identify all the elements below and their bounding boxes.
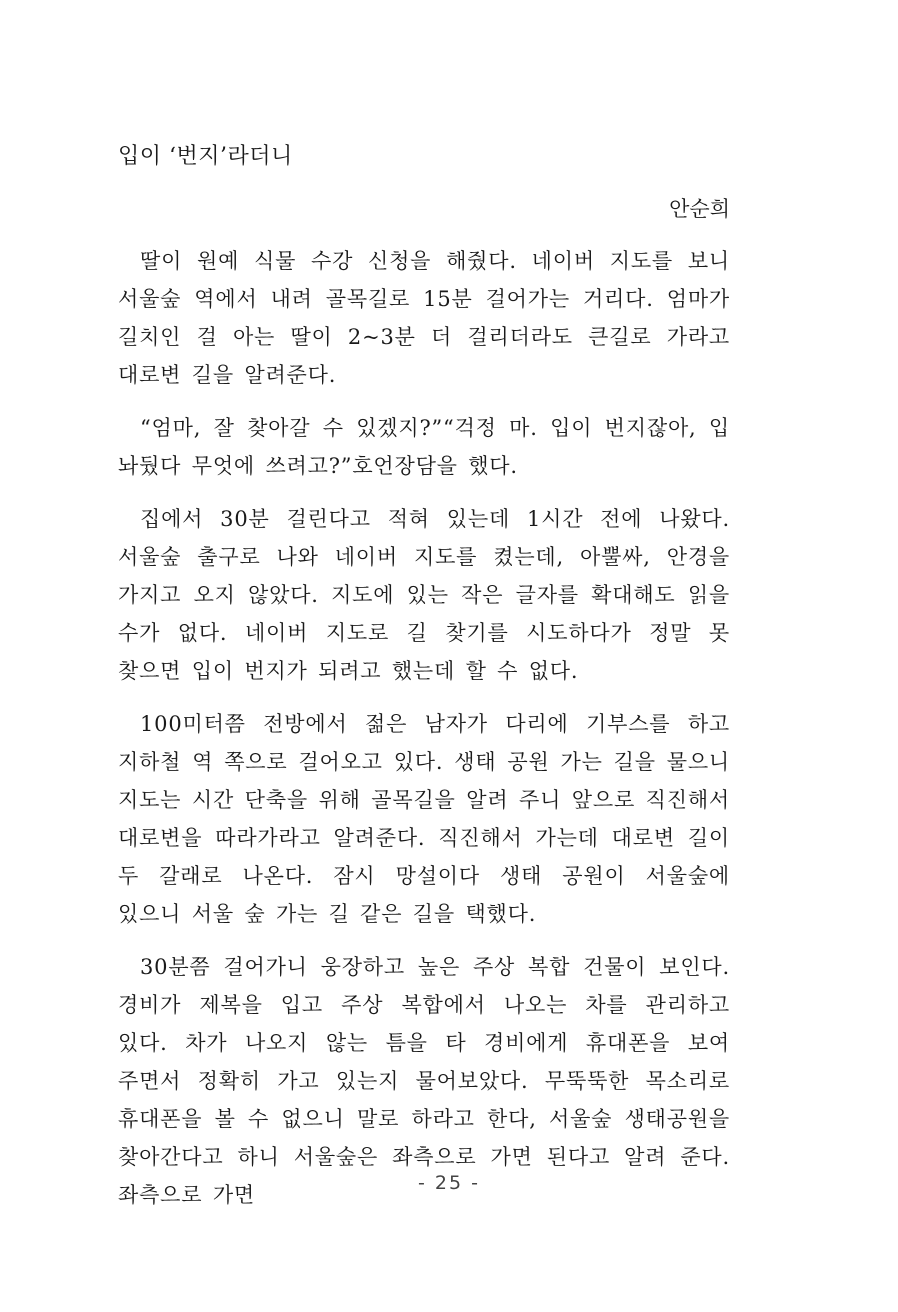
paragraph: “엄마, 잘 찾아갈 수 있겠지?”“걱정 마. 입이 번지잖아, 입 놔뒀다 무엇에 쓰려고?”호언장담을 했다.: [118, 416, 730, 478]
paragraph: 30분쯤 걸어가니 웅장하고 높은 주상 복합 건물이 보인다. 경비가 제복을 입고 주상 복합에서 나오는 차를 관리하고 있다. 차가 나오지 않는 틈을 타 경비에게 휴대폰을 보여 주면서 정확히 가고 있는지 물어보았다. 무뚝뚝한 목소리로 휴대폰을 볼 수 없으니 말로 하라고 한다, 서울숲 생태공원을 찾아간다고 하니 서울숲은 좌측으로 가면 된다고 알려 준다. 좌측으로 가면: [118, 955, 730, 1207]
paragraph: 집에서 30분 걸린다고 적혀 있는데 1시간 전에 나왔다. 서울숲 출구로 나와 네이버 지도를 켰는데, 아뿔싸, 안경을 가지고 오지 않았다. 지도에 있는 작은 글자를 확대해도 읽을 수가 없다. 네이버 지도로 길 찾기를 시도하다가 정말 못 찾으면 입이 번지가 되려고 했는데 할 수 없다.: [118, 507, 730, 683]
paragraph: 100미터쯤 전방에서 젊은 남자가 다리에 기부스를 하고 지하철 역 쪽으로 걸어오고 있다. 생태 공원 가는 길을 물으니 지도는 시간 단축을 위해 골목길을 알려 주니 앞으로 직진해서 대로변을 따라가라고 알려준다. 직진해서 가는데 대로변 길이 두 갈래로 나온다. 잠시 망설이다 생태 공원이 서울숲에 있으니 서울 숲 가는 길 같은 길을 택했다.: [118, 712, 730, 926]
paragraph: 딸이 원예 식물 수강 신청을 해줬다. 네이버 지도를 보니 서울숲 역에서 내려 골목길로 15분 걸어가는 거리다. 엄마가 길치인 걸 아는 딸이 2~3분 더 걸리더라도 큰길로 가라고 대로변 길을 알려준다.: [118, 249, 730, 387]
essay-title: 입이 ‘번지’라더니: [118, 144, 293, 169]
essay-body: [118, 242, 730, 1229]
author-name: 안순희: [669, 197, 730, 221]
page-number: - 25 -: [418, 1172, 480, 1194]
